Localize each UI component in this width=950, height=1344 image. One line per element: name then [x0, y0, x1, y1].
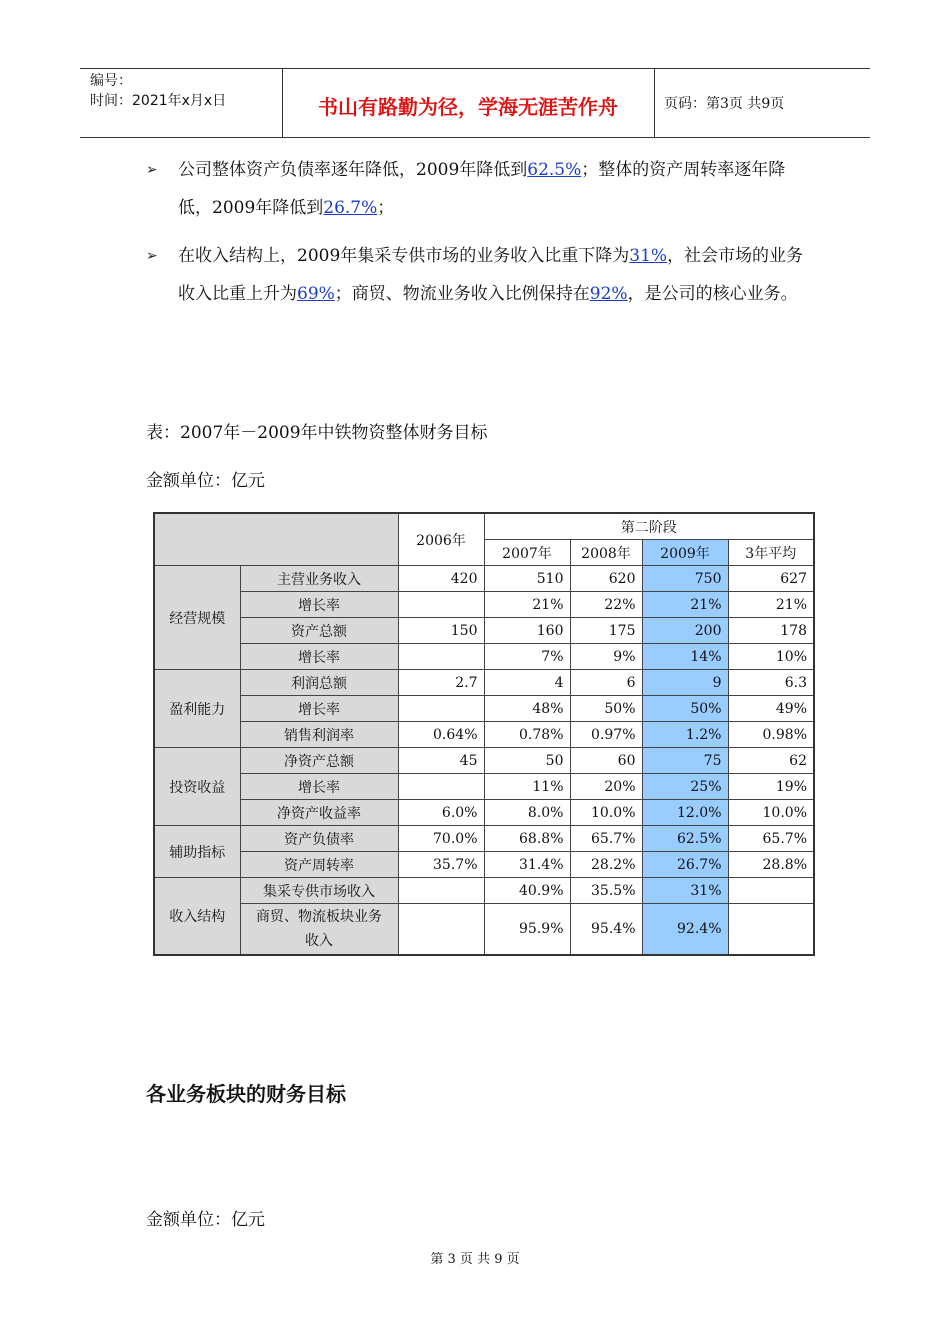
table-header-row: [154, 513, 814, 540]
value-cell: 10.0%: [570, 800, 642, 826]
category-cell: 投资收益: [154, 748, 240, 826]
item-cell: 增长率: [240, 592, 398, 618]
value-cell: [398, 878, 484, 904]
item-cell: 商贸、物流板块业务收入: [240, 904, 398, 956]
value-cell: 0.98%: [728, 722, 814, 748]
item-cell: 净资产总额: [240, 748, 398, 774]
header-divider: [654, 69, 655, 137]
section-title: 各业务板块的财务目标: [146, 1082, 346, 1106]
value-cell: 0.78%: [484, 722, 570, 748]
value-cell: 2.7: [398, 670, 484, 696]
value-cell: 50%: [570, 696, 642, 722]
code-label: 编号：: [90, 73, 132, 89]
value-cell: 21%: [728, 592, 814, 618]
value-cell: 75: [642, 748, 728, 774]
highlight-link[interactable]: 92%: [589, 284, 628, 304]
table-row: [154, 644, 814, 670]
table-row: [154, 670, 814, 696]
value-cell: 11%: [484, 774, 570, 800]
value-cell: 200: [642, 618, 728, 644]
value-cell: 25%: [642, 774, 728, 800]
table-row: [154, 826, 814, 852]
category-cell: 盈利能力: [154, 670, 240, 748]
text-run: 在收入结构上，2009年集采专供市场的业务收入比重下降为: [178, 246, 630, 266]
value-cell: 62: [728, 748, 814, 774]
table-row: [154, 800, 814, 826]
value-cell: 178: [728, 618, 814, 644]
value-cell: 7%: [484, 644, 570, 670]
bullet-paragraph-2: [178, 237, 818, 313]
value-cell: 1.2%: [642, 722, 728, 748]
category-cell: 经营规模: [154, 566, 240, 670]
value-cell: [398, 696, 484, 722]
table-row: [154, 618, 814, 644]
text-run: ；整体的资产周转率逐年降低，2009年降低到: [178, 160, 786, 218]
value-cell: 68.8%: [484, 826, 570, 852]
value-cell: 92.4%: [642, 904, 728, 956]
item-cell: 集采专供市场收入: [240, 878, 398, 904]
table-row: [154, 852, 814, 878]
unit-label-2: 金额单位：亿元: [146, 1210, 265, 1230]
category-cell: 辅助指标: [154, 826, 240, 878]
unit-label: 金额单位：亿元: [146, 471, 265, 491]
highlight-link[interactable]: 31%: [629, 246, 668, 266]
table-row: [154, 878, 814, 904]
value-cell: 60: [570, 748, 642, 774]
header-page-label: 页码：第3页 共9页: [664, 96, 785, 112]
value-cell: 9%: [570, 644, 642, 670]
bullet-paragraph-1: [178, 151, 818, 227]
col-header-year: 2008年: [570, 540, 642, 566]
value-cell: 10.0%: [728, 800, 814, 826]
value-cell: 40.9%: [484, 878, 570, 904]
value-cell: 26.7%: [642, 852, 728, 878]
page-footer: 第 3 页 共 9 页: [430, 1252, 520, 1267]
value-cell: 49%: [728, 696, 814, 722]
value-cell: 420: [398, 566, 484, 592]
table-body: [154, 566, 814, 956]
text-run: ；商贸、物流业务收入比例保持在: [334, 284, 590, 304]
value-cell: 627: [728, 566, 814, 592]
col-header-year: 2007年: [484, 540, 570, 566]
highlight-link[interactable]: 62.5%: [527, 160, 582, 180]
table-row: [154, 696, 814, 722]
value-cell: [398, 774, 484, 800]
value-cell: 9: [642, 670, 728, 696]
item-cell: 资产总额: [240, 618, 398, 644]
value-cell: 750: [642, 566, 728, 592]
item-cell: 资产负债率: [240, 826, 398, 852]
header-corner-cell: [154, 513, 398, 566]
item-cell: 主营业务收入: [240, 566, 398, 592]
value-cell: 50%: [642, 696, 728, 722]
value-cell: 6.3: [728, 670, 814, 696]
value-cell: [728, 904, 814, 956]
value-cell: 160: [484, 618, 570, 644]
value-cell: 12.0%: [642, 800, 728, 826]
item-cell: 资产周转率: [240, 852, 398, 878]
bullet-icon: ➢: [146, 162, 158, 178]
bullet-icon: ➢: [146, 248, 158, 264]
value-cell: 0.64%: [398, 722, 484, 748]
value-cell: 0.97%: [570, 722, 642, 748]
financial-targets-table: [153, 512, 815, 956]
header-meta: [90, 71, 226, 111]
item-cell: 增长率: [240, 696, 398, 722]
value-cell: 8.0%: [484, 800, 570, 826]
value-cell: 6.0%: [398, 800, 484, 826]
value-cell: 150: [398, 618, 484, 644]
page-header: [80, 68, 870, 138]
value-cell: 510: [484, 566, 570, 592]
value-cell: 19%: [728, 774, 814, 800]
highlight-link[interactable]: 26.7%: [323, 198, 378, 218]
value-cell: 21%: [484, 592, 570, 618]
value-cell: [398, 644, 484, 670]
value-cell: 45: [398, 748, 484, 774]
value-cell: 31.4%: [484, 852, 570, 878]
value-cell: 22%: [570, 592, 642, 618]
value-cell: 21%: [642, 592, 728, 618]
value-cell: 65.7%: [570, 826, 642, 852]
value-cell: 65.7%: [728, 826, 814, 852]
category-cell: 收入结构: [154, 878, 240, 956]
value-cell: 31%: [642, 878, 728, 904]
table-row: [154, 566, 814, 592]
col-header-average: 3年平均: [728, 540, 814, 566]
text-run: ，是公司的核心业务。: [627, 284, 798, 304]
item-cell: 增长率: [240, 644, 398, 670]
table-row: [154, 592, 814, 618]
phase-header: 第二阶段: [484, 513, 814, 540]
item-cell: 利润总额: [240, 670, 398, 696]
value-cell: 10%: [728, 644, 814, 670]
value-cell: 175: [570, 618, 642, 644]
table-row: [154, 722, 814, 748]
value-cell: 70.0%: [398, 826, 484, 852]
value-cell: 28.8%: [728, 852, 814, 878]
table-row: [154, 748, 814, 774]
value-cell: [728, 878, 814, 904]
value-cell: 35.7%: [398, 852, 484, 878]
value-cell: 14%: [642, 644, 728, 670]
value-cell: 95.4%: [570, 904, 642, 956]
item-cell: 增长率: [240, 774, 398, 800]
table-caption: 表：2007年－2009年中铁物资整体财务目标: [146, 423, 488, 443]
value-cell: 95.9%: [484, 904, 570, 956]
value-cell: 35.5%: [570, 878, 642, 904]
item-cell: 销售利润率: [240, 722, 398, 748]
value-cell: 48%: [484, 696, 570, 722]
value-cell: 620: [570, 566, 642, 592]
value-cell: 28.2%: [570, 852, 642, 878]
text-run: ；: [377, 198, 395, 218]
col-header-2006: 2006年: [398, 513, 484, 566]
text-run: ，社会市场的业务收入比重上升为: [178, 246, 804, 304]
value-cell: 62.5%: [642, 826, 728, 852]
value-cell: 20%: [570, 774, 642, 800]
value-cell: 6: [570, 670, 642, 696]
text-run: 公司整体资产负债率逐年降低，2009年降低到: [178, 160, 528, 180]
table-row: [154, 904, 814, 956]
header-motto: 书山有路勤为径，学海无涯苦作舟: [318, 95, 618, 119]
value-cell: 50: [484, 748, 570, 774]
value-cell: [398, 904, 484, 956]
value-cell: 4: [484, 670, 570, 696]
value-cell: [398, 592, 484, 618]
table-row: [154, 774, 814, 800]
item-cell: 净资产收益率: [240, 800, 398, 826]
highlight-link[interactable]: 69%: [297, 284, 335, 304]
col-header-year: 2009年: [642, 540, 728, 566]
time-label: 时间：2021年x月x日: [90, 93, 227, 109]
